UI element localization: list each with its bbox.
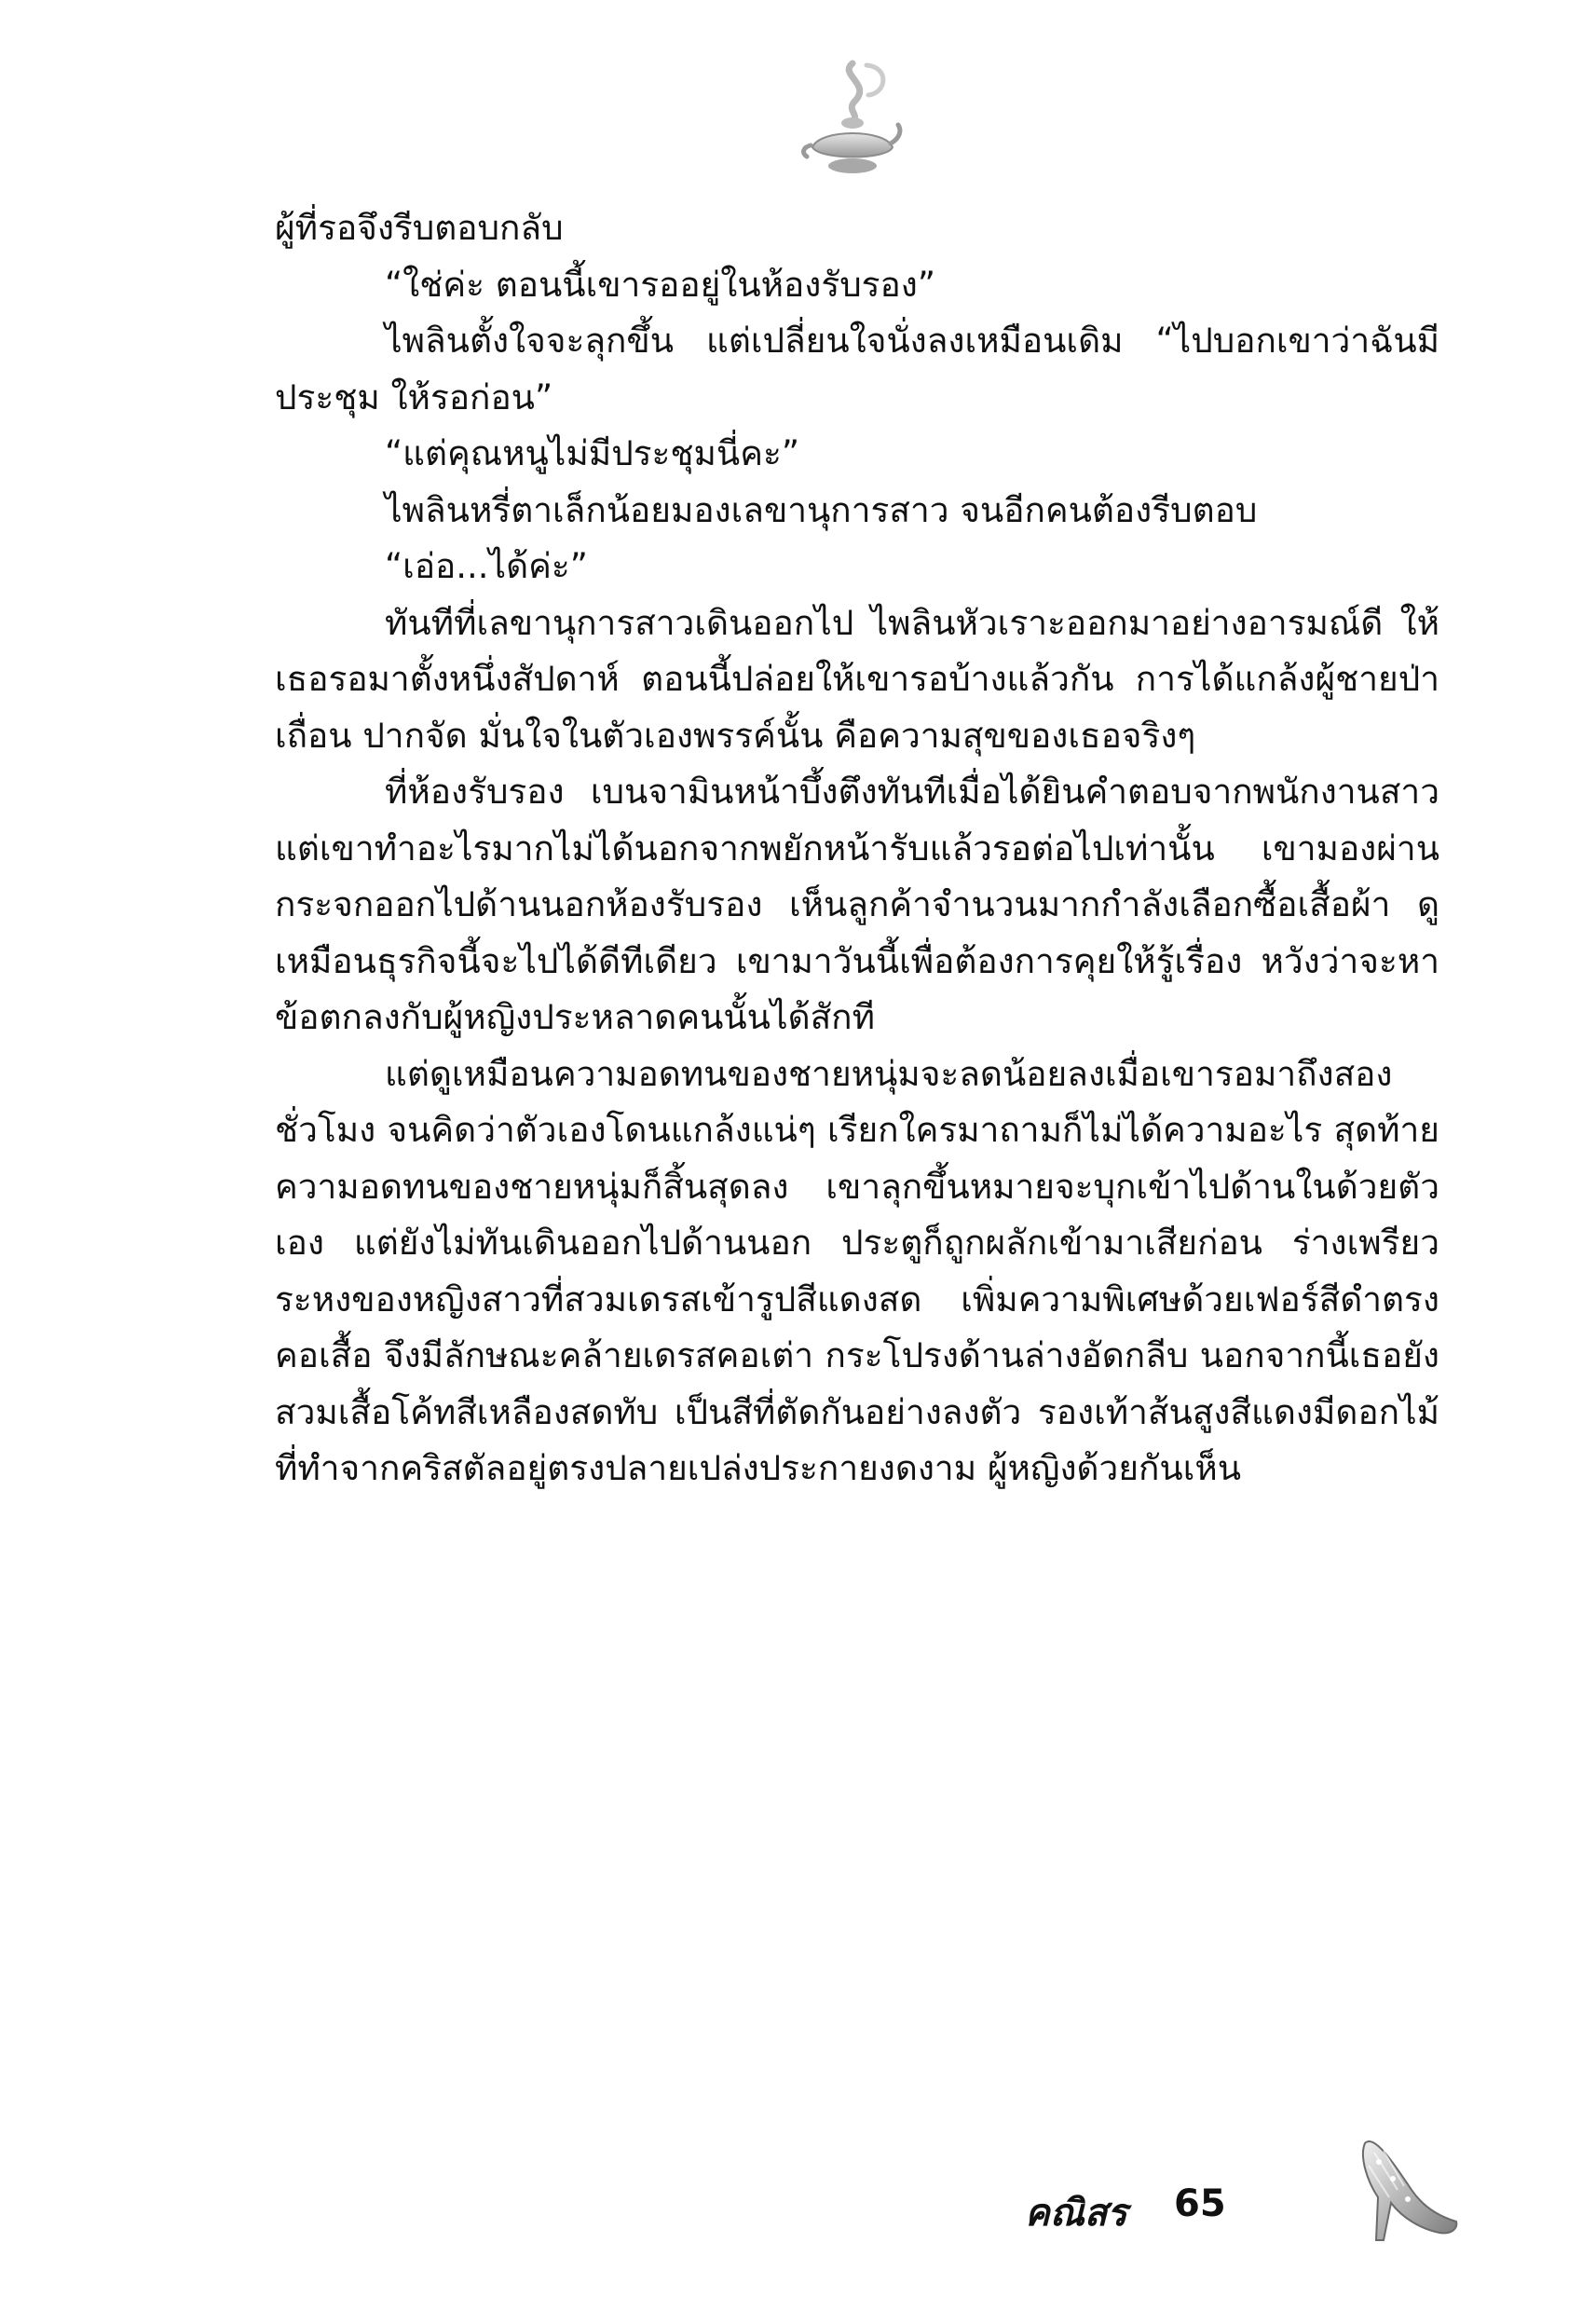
page-number: 65 — [1174, 2182, 1226, 2225]
magic-lamp-icon — [801, 56, 904, 186]
paragraph-4: “แต่คุณหนูไม่มีประชุมนี่คะ” — [385, 433, 800, 473]
high-heel-shoe-icon — [1346, 2125, 1463, 2246]
paragraph-3: ไพลินตั้งใจจะลุกขึ้น แต่เปลี่ยนใจนั่งลงเหมือนเดิม “ไปบอกเขาว่าฉันมีประชุม ให้รอก่อน” — [275, 321, 1439, 417]
body-text — [275, 200, 1439, 1497]
paragraph-1: ผู้ที่รอจึงรีบตอบกลับ — [275, 208, 564, 248]
paragraph-9: แต่ดูเหมือนความอดทนของชายหนุ่มจะลดน้อยลงเมื่อเขารอมาถึงสองชั่วโมง จนคิดว่าตัวเองโดนแกล้งแน่ๆ เรียกใครมาถามก็ไม่ได้ความอะไร สุดท้ายความอดทนของชายหนุ่มก็สิ้นสุดลง เขาลุกขึ้นหมายจะบุกเข้าไปด้านในด้วยตัวเอง แต่ยังไม่ทันเดินออกไปด้านนอก ประตูก็ถูกผลักเข้ามาเสียก่อน ร่างเพรียวระหงของหญิงสาวที่สวมเดรสเข้ารูปสีแดงสด เพิ่มความพิเศษด้วยเฟอร์สีดำตรงคอเสื้อ จึงมีลักษณะคล้ายเดรสคอเต่า กระโปรงด้านล่างอัดกลีบ นอกจากนี้เธอยังสวมเสื้อโค้ทสีเหลืองสดทับ เป็นสีที่ตัดกันอย่างลงตัว รองเท้าส้นสูงสีแดงมีดอกไม้ที่ทำจากคริสตัลอยู่ตรงปลายเปล่งประกายงดงาม ผู้หญิงด้วยกันเห็น — [275, 1053, 1439, 1488]
paragraph-6: “เอ่อ...ได้ค่ะ” — [385, 546, 588, 586]
paragraph-5: ไพลินหรี่ตาเล็กน้อยมองเลขานุการสาว จนอีกคนต้องรีบตอบ — [385, 489, 1258, 530]
paragraph-2: “ใช่ค่ะ ตอนนี้เขารออยู่ในห้องรับรอง” — [385, 264, 936, 305]
author-name: คณิสร — [1025, 2191, 1127, 2235]
paragraph-8: ที่ห้องรับรอง เบนจามินหน้าบึ้งตึงทันทีเมื่อได้ยินคำตอบจากพนักงานสาว แต่เขาทำอะไรมากไม่ได้นอกจากพยักหน้ารับแล้วรอต่อไปเท่านั้น เขามองผ่านกระจกออกไปด้านนอกห้องรับรอง เห็นลูกค้าจำนวนมากกำลังเลือกซื้อเสื้อผ้า ดูเหมือนธุรกิจนี้จะไปได้ดีทีเดียว เขามาวันนี้เพื่อต้องการคุยให้รู้เรื่อง หวังว่าจะหาข้อตกลงกับผู้หญิงประหลาดคนนั้นได้สักที — [275, 772, 1439, 1037]
paragraph-7: ทันทีที่เลขานุการสาวเดินออกไป ไพลินหัวเราะออกมาอย่างอารมณ์ดี ให้เธอรอมาตั้งหนึ่งสัปดาห์ ตอนนี้ปล่อยให้เขารอบ้างแล้วกัน การได้แกล้งผู้ชายป่าเถื่อน ปากจัด มั่นใจในตัวเองพรรค์นั้น คือความสุขของเธอจริงๆ — [275, 602, 1439, 756]
page-footer — [1025, 2125, 1463, 2264]
